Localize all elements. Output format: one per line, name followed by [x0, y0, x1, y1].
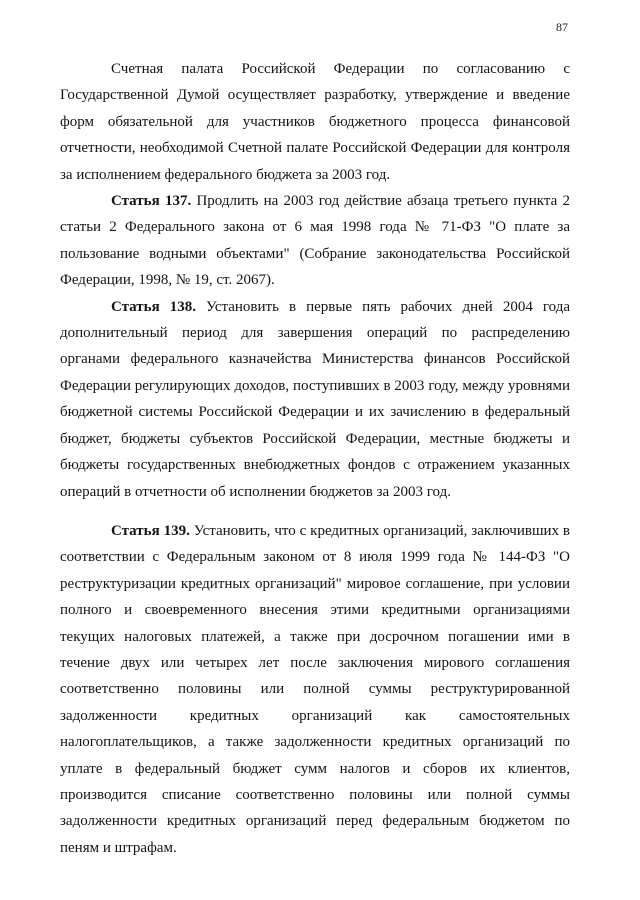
article-139 — [60, 518, 570, 861]
article-text: Продлить на 2003 год действие абзаца третьего пункта 2 статьи 2 Федерального закона от 6 мая 1998 года № 71-ФЗ "О плате за пользование водными объектами" (Собрание законодательства Российской Федерации, 1998, № 19, ст. 2067). — [60, 193, 571, 289]
article-heading: Статья 137. — [111, 193, 197, 210]
page-number: 87 — [556, 20, 568, 34]
article-text: Установить в первые пять рабочих дней 2004 года дополнительный период для завершения операций по распределению органами федерального казначейства Министерства финансов Российской Федерации регулирующих доходов, поступивших в 2003 году, между уровнями бюджетной системы Российской Федерации и их зачислению в федеральный бюджет, бюджеты субъектов Российской Федерации, местные бюджеты и бюджеты государственных внебюджетных фондов с отражением указанных операций в отчетности об исполнении бюджетов за 2003 год. — [60, 298, 570, 500]
article-heading: Статья 139. — [111, 522, 194, 539]
article-137 — [60, 188, 570, 294]
article-text: Установить, что с кредитных организаций, заключивших в соответствии с Федеральным законом от 8 июля 1999 года № 144-ФЗ "О реструктуризации кредитных организаций" мировое соглашение, при условии полного и своевременного внесения этими кредитными организациями текущих налоговых платежей, а также при досрочном погашении ими в течение двух или четырех лет после заключения мирового соглашения соответственно половины или полной суммы реструктурированной задолженности кредитных организаций как самостоятельных налогоплательщиков, а также задолженности кредитных организаций по уплате в федеральный бюджет сумм налогов и сборов их клиентов, производится списание соответственно половины или полной суммы задолженности кредитных организаций перед федеральным бюджетом по пеням и штрафам. — [60, 522, 570, 856]
paragraph-intro — [60, 56, 570, 188]
paragraph-text: Счетная палата Российской Федерации по согласованию с Государственной Думой осуществляет разработку, утверждение и введение форм обязательной для участников бюджетного процесса финансовой отчетности, необходимой Счетной палате Российской Федерации для контроля за исполнением федерального бюджета за 2003 год. — [60, 61, 570, 183]
article-heading: Статья 138. — [111, 298, 207, 315]
document-body — [60, 56, 570, 861]
article-138 — [60, 294, 570, 505]
